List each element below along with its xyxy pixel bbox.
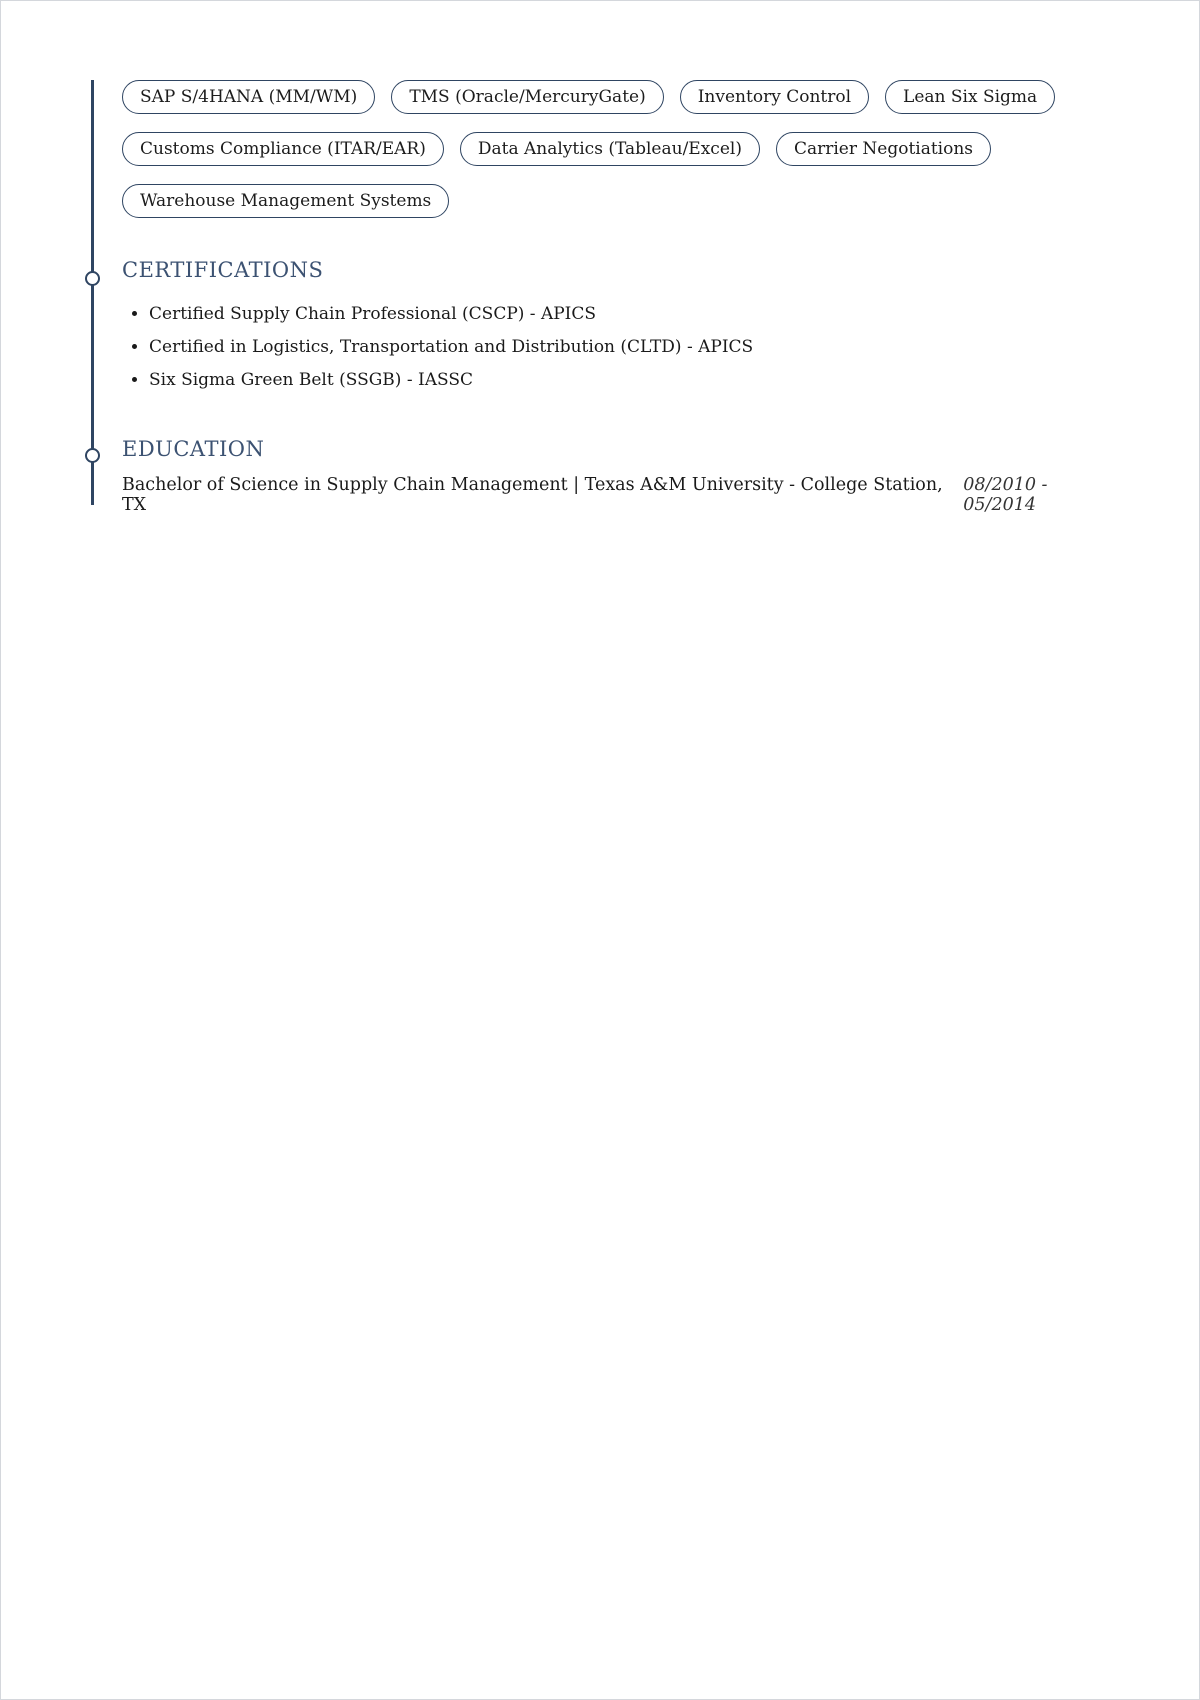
certifications-heading: CERTIFICATIONS — [122, 258, 324, 282]
skill-tag: SAP S/4HANA (MM/WM) — [122, 80, 375, 114]
education-dates: 08/2010 - 05/2014 — [963, 475, 1048, 515]
timeline-line — [91, 80, 94, 505]
certifications-list — [122, 298, 1124, 397]
skill-tag: Customs Compliance (ITAR/EAR) — [122, 132, 444, 166]
skill-tag: Carrier Negotiations — [776, 132, 991, 166]
education-entry — [122, 475, 1124, 515]
certifications-timeline-dot — [85, 271, 100, 286]
certification-item: • Certified in Logistics, Transportation and Distribution (CLTD) - APICS — [149, 331, 1124, 364]
skill-tag: Warehouse Management Systems — [122, 184, 449, 218]
skill-tag: Lean Six Sigma — [885, 80, 1055, 114]
education-degree: Bachelor of Science in Supply Chain Management | Texas A&M University - College Station, TX — [122, 475, 943, 515]
skill-tag: TMS (Oracle/MercuryGate) — [391, 80, 663, 114]
skill-tag: Data Analytics (Tableau/Excel) — [460, 132, 760, 166]
certification-item: • Certified Supply Chain Professional (CSCP) - APICS — [149, 298, 1124, 331]
skills-tag-list — [122, 80, 1124, 218]
education-heading: EDUCATION — [122, 437, 265, 461]
education-timeline-dot — [85, 448, 100, 463]
skill-tag: Inventory Control — [680, 80, 869, 114]
resume-content — [122, 80, 1124, 515]
certification-item: • Six Sigma Green Belt (SSGB) - IASSC — [149, 364, 1124, 397]
